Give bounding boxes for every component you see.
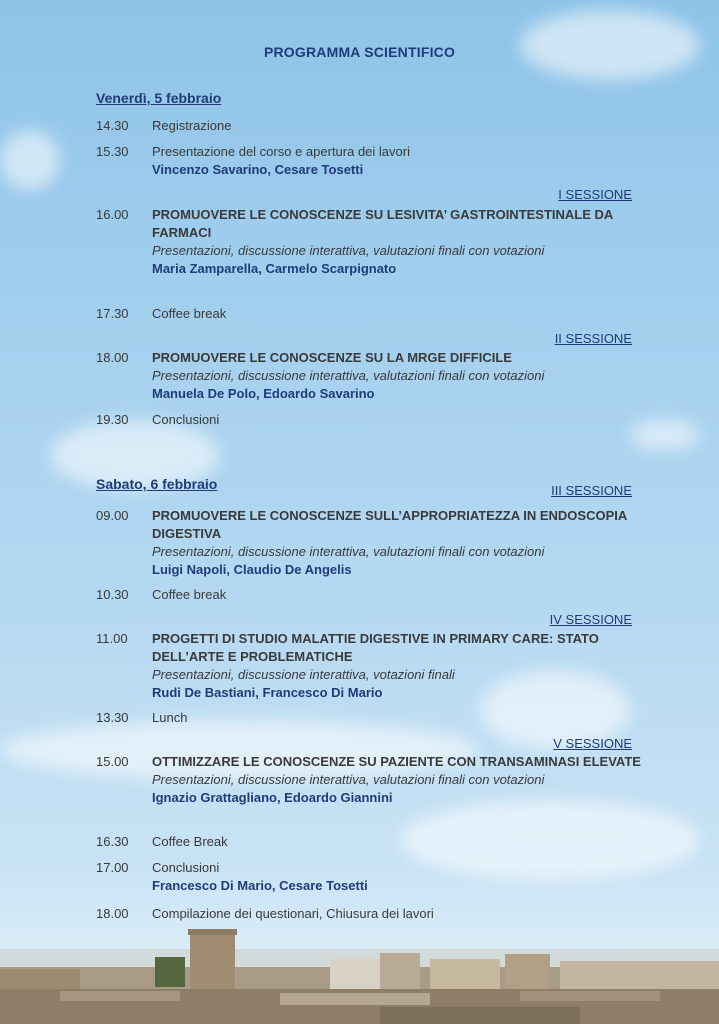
session-description: Presentazioni, discussione interattiva, valutazioni finali con votazioni — [152, 544, 545, 559]
rome-skyline-illustration — [0, 929, 719, 1024]
time-label: 15.00 — [96, 754, 129, 769]
session-topic: PROMUOVERE LE CONOSCENZE SU LESIVITA’ GASTROINTESTINALE DA FARMACI — [152, 207, 613, 240]
time-label: 16.30 — [96, 834, 129, 849]
session-label: I SESSIONE — [558, 187, 632, 202]
day-heading-friday: Venerdì, 5 febbraio — [96, 90, 222, 106]
item-authors: Vincenzo Savarino, Cesare Tosetti — [152, 162, 364, 177]
item-text: Registrazione — [152, 118, 232, 133]
session-description: Presentazioni, discussione interattiva, valutazioni finali con votazioni — [152, 772, 545, 787]
cloud — [0, 130, 60, 190]
session-description: Presentazioni, discussione interattiva, votazioni finali — [152, 667, 455, 682]
time-label: 09.00 — [96, 508, 129, 523]
item-authors: Rudi De Bastiani, Francesco Di Mario — [152, 685, 383, 700]
item-text: Coffee Break — [152, 834, 228, 849]
item-text: Compilazione dei questionari, Chiusura dei lavori — [152, 906, 434, 921]
time-label: 16.00 — [96, 207, 129, 222]
page-title: PROGRAMMA SCIENTIFICO — [263, 44, 456, 60]
session-description: Presentazioni, discussione interattiva, valutazioni finali con votazioni — [152, 368, 545, 383]
item-text: Coffee break — [152, 306, 227, 321]
item-text: Conclusioni — [152, 860, 220, 875]
session-label: II SESSIONE — [554, 331, 632, 346]
session-topic: OTTIMIZZARE LE CONOSCENZE SU PAZIENTE CON TRANSAMINASI ELEVATE — [152, 754, 641, 769]
session-description: Presentazioni, discussione interattiva, valutazioni finali con votazioni — [152, 243, 545, 258]
time-label: 18.00 — [96, 350, 129, 365]
day-heading-saturday: Sabato, 6 febbraio — [96, 476, 218, 492]
time-label: 10.30 — [96, 587, 129, 602]
time-label: 13.30 — [96, 710, 129, 725]
item-text: Coffee break — [152, 587, 227, 602]
item-text: Lunch — [152, 710, 188, 725]
item-authors: Luigi Napoli, Claudio De Angelis — [152, 562, 352, 577]
time-label: 15.30 — [96, 144, 129, 159]
time-label: 11.00 — [96, 631, 128, 646]
item-text: Conclusioni — [152, 412, 220, 427]
session-label: III SESSIONE — [551, 483, 632, 498]
time-label: 14.30 — [96, 118, 129, 133]
time-label: 18.00 — [96, 906, 129, 921]
item-authors: Francesco Di Mario, Cesare Tosetti — [152, 878, 368, 893]
session-topic: PROGETTI DI STUDIO MALATTIE DIGESTIVE IN PRIMARY CARE: STATO DELL’ARTE E PROBLEMATICHE — [152, 631, 599, 664]
time-label: 17.30 — [96, 306, 129, 321]
item-authors: Manuela De Polo, Edoardo Savarino — [152, 386, 375, 401]
session-topic: PROMUOVERE LE CONOSCENZE SULL’APPROPRIATEZZA IN ENDOSCOPIA DIGESTIVA — [152, 508, 627, 541]
time-label: 19.30 — [96, 412, 129, 427]
item-authors: Maria Zamparella, Carmelo Scarpignato — [152, 261, 397, 276]
session-label: V SESSIONE — [553, 736, 632, 751]
time-label: 17.00 — [96, 860, 129, 875]
session-label: IV SESSIONE — [549, 612, 632, 627]
item-text: Presentazione del corso e apertura dei lavori — [152, 144, 410, 159]
session-topic: PROMUOVERE LE CONOSCENZE SU LA MRGE DIFFICILE — [152, 350, 512, 365]
item-authors: Ignazio Grattagliano, Edoardo Giannini — [152, 790, 393, 805]
